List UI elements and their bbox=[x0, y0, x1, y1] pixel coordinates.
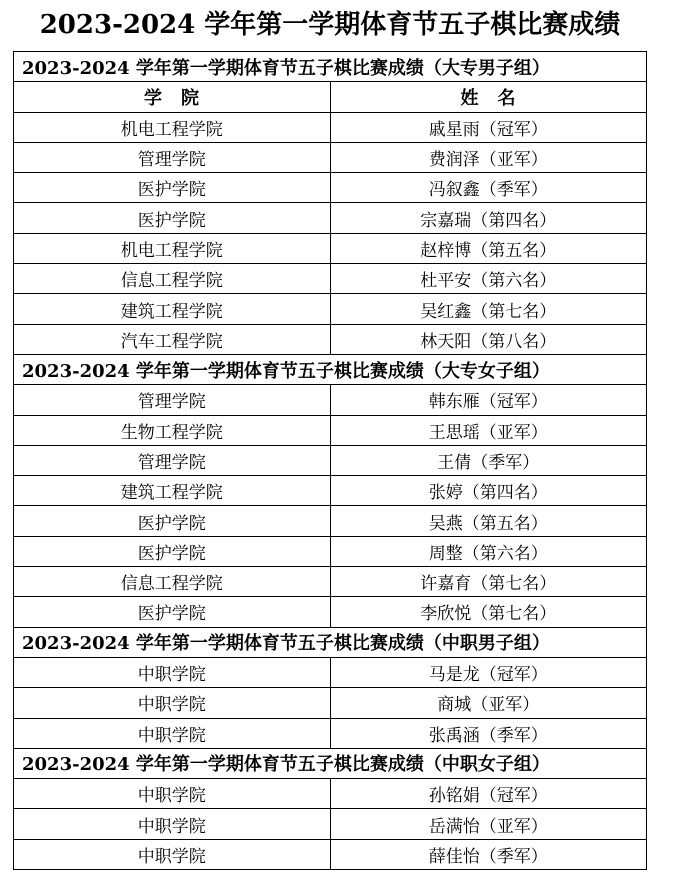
table-row bbox=[14, 718, 647, 748]
college-cell: 管理学院 bbox=[14, 142, 331, 172]
table-row bbox=[14, 415, 647, 445]
name-cell: 王倩（季军） bbox=[330, 445, 647, 475]
name-cell: 吴燕（第五名） bbox=[330, 506, 647, 536]
section-title-row bbox=[14, 52, 647, 82]
name-cell: 李欣悦（第七名） bbox=[330, 597, 647, 627]
name-cell: 孙铭娟（冠军） bbox=[330, 779, 647, 809]
name-cell: 吴红鑫（第七名） bbox=[330, 294, 647, 324]
table-row bbox=[14, 142, 647, 172]
table-row bbox=[14, 567, 647, 597]
name-cell: 岳满怡（亚军） bbox=[330, 809, 647, 839]
table-row bbox=[14, 597, 647, 627]
name-cell: 王思瑶（亚军） bbox=[330, 415, 647, 445]
name-cell: 商城（亚军） bbox=[330, 688, 647, 718]
section-title-row bbox=[14, 748, 647, 778]
college-cell: 汽车工程学院 bbox=[14, 324, 331, 354]
table-row bbox=[14, 476, 647, 506]
college-cell: 医护学院 bbox=[14, 173, 331, 203]
name-cell: 赵梓博（第五名） bbox=[330, 233, 647, 263]
table-row bbox=[14, 112, 647, 142]
table-row bbox=[14, 264, 647, 294]
column-header-row bbox=[14, 82, 647, 112]
name-cell: 薛佳怡（季军） bbox=[330, 839, 647, 869]
college-cell: 管理学院 bbox=[14, 385, 331, 415]
table-row bbox=[14, 506, 647, 536]
college-cell: 医护学院 bbox=[14, 536, 331, 566]
section-title-row bbox=[14, 627, 647, 657]
section-title-row bbox=[14, 354, 647, 384]
results-table-body bbox=[14, 52, 647, 870]
name-cell: 张婷（第四名） bbox=[330, 476, 647, 506]
college-cell: 生物工程学院 bbox=[14, 415, 331, 445]
college-cell: 机电工程学院 bbox=[14, 233, 331, 263]
college-cell: 信息工程学院 bbox=[14, 264, 331, 294]
section-title: 2023-2024 学年第一学期体育节五子棋比赛成绩（大专女子组） bbox=[14, 354, 647, 384]
name-cell: 林天阳（第八名） bbox=[330, 324, 647, 354]
table-row bbox=[14, 233, 647, 263]
college-cell: 建筑工程学院 bbox=[14, 476, 331, 506]
table-row bbox=[14, 203, 647, 233]
college-cell: 医护学院 bbox=[14, 203, 331, 233]
name-cell: 马是龙（冠军） bbox=[330, 657, 647, 687]
college-cell: 中职学院 bbox=[14, 779, 331, 809]
college-cell: 中职学院 bbox=[14, 809, 331, 839]
college-cell: 机电工程学院 bbox=[14, 112, 331, 142]
table-row bbox=[14, 779, 647, 809]
table-row bbox=[14, 839, 647, 869]
college-cell: 建筑工程学院 bbox=[14, 294, 331, 324]
results-table bbox=[13, 51, 647, 870]
college-cell: 中职学院 bbox=[14, 688, 331, 718]
name-cell: 许嘉育（第七名） bbox=[330, 567, 647, 597]
college-cell: 信息工程学院 bbox=[14, 567, 331, 597]
page-title: 2023-2024 学年第一学期体育节五子棋比赛成绩 bbox=[39, 10, 621, 40]
table-row bbox=[14, 294, 647, 324]
column-header-name: 姓 名 bbox=[330, 82, 647, 112]
table-row bbox=[14, 657, 647, 687]
name-cell: 杜平安（第六名） bbox=[330, 264, 647, 294]
table-row bbox=[14, 385, 647, 415]
table-row bbox=[14, 324, 647, 354]
section-title: 2023-2024 学年第一学期体育节五子棋比赛成绩（中职男子组） bbox=[14, 627, 647, 657]
name-cell: 费润泽（亚军） bbox=[330, 142, 647, 172]
name-cell: 张禹涵（季军） bbox=[330, 718, 647, 748]
name-cell: 韩东雁（冠军） bbox=[330, 385, 647, 415]
name-cell: 戚星雨（冠军） bbox=[330, 112, 647, 142]
table-row bbox=[14, 688, 647, 718]
table-row bbox=[14, 445, 647, 475]
section-title: 2023-2024 学年第一学期体育节五子棋比赛成绩（中职女子组） bbox=[14, 748, 647, 778]
name-cell: 宗嘉瑞（第四名） bbox=[330, 203, 647, 233]
college-cell: 中职学院 bbox=[14, 718, 331, 748]
table-row bbox=[14, 536, 647, 566]
college-cell: 管理学院 bbox=[14, 445, 331, 475]
name-cell: 周整（第六名） bbox=[330, 536, 647, 566]
section-title: 2023-2024 学年第一学期体育节五子棋比赛成绩（大专男子组） bbox=[14, 52, 647, 82]
table-row bbox=[14, 173, 647, 203]
college-cell: 医护学院 bbox=[14, 506, 331, 536]
college-cell: 中职学院 bbox=[14, 839, 331, 869]
college-cell: 中职学院 bbox=[14, 657, 331, 687]
column-header-college: 学 院 bbox=[14, 82, 331, 112]
college-cell: 医护学院 bbox=[14, 597, 331, 627]
table-row bbox=[14, 809, 647, 839]
name-cell: 冯叙鑫（季军） bbox=[330, 173, 647, 203]
